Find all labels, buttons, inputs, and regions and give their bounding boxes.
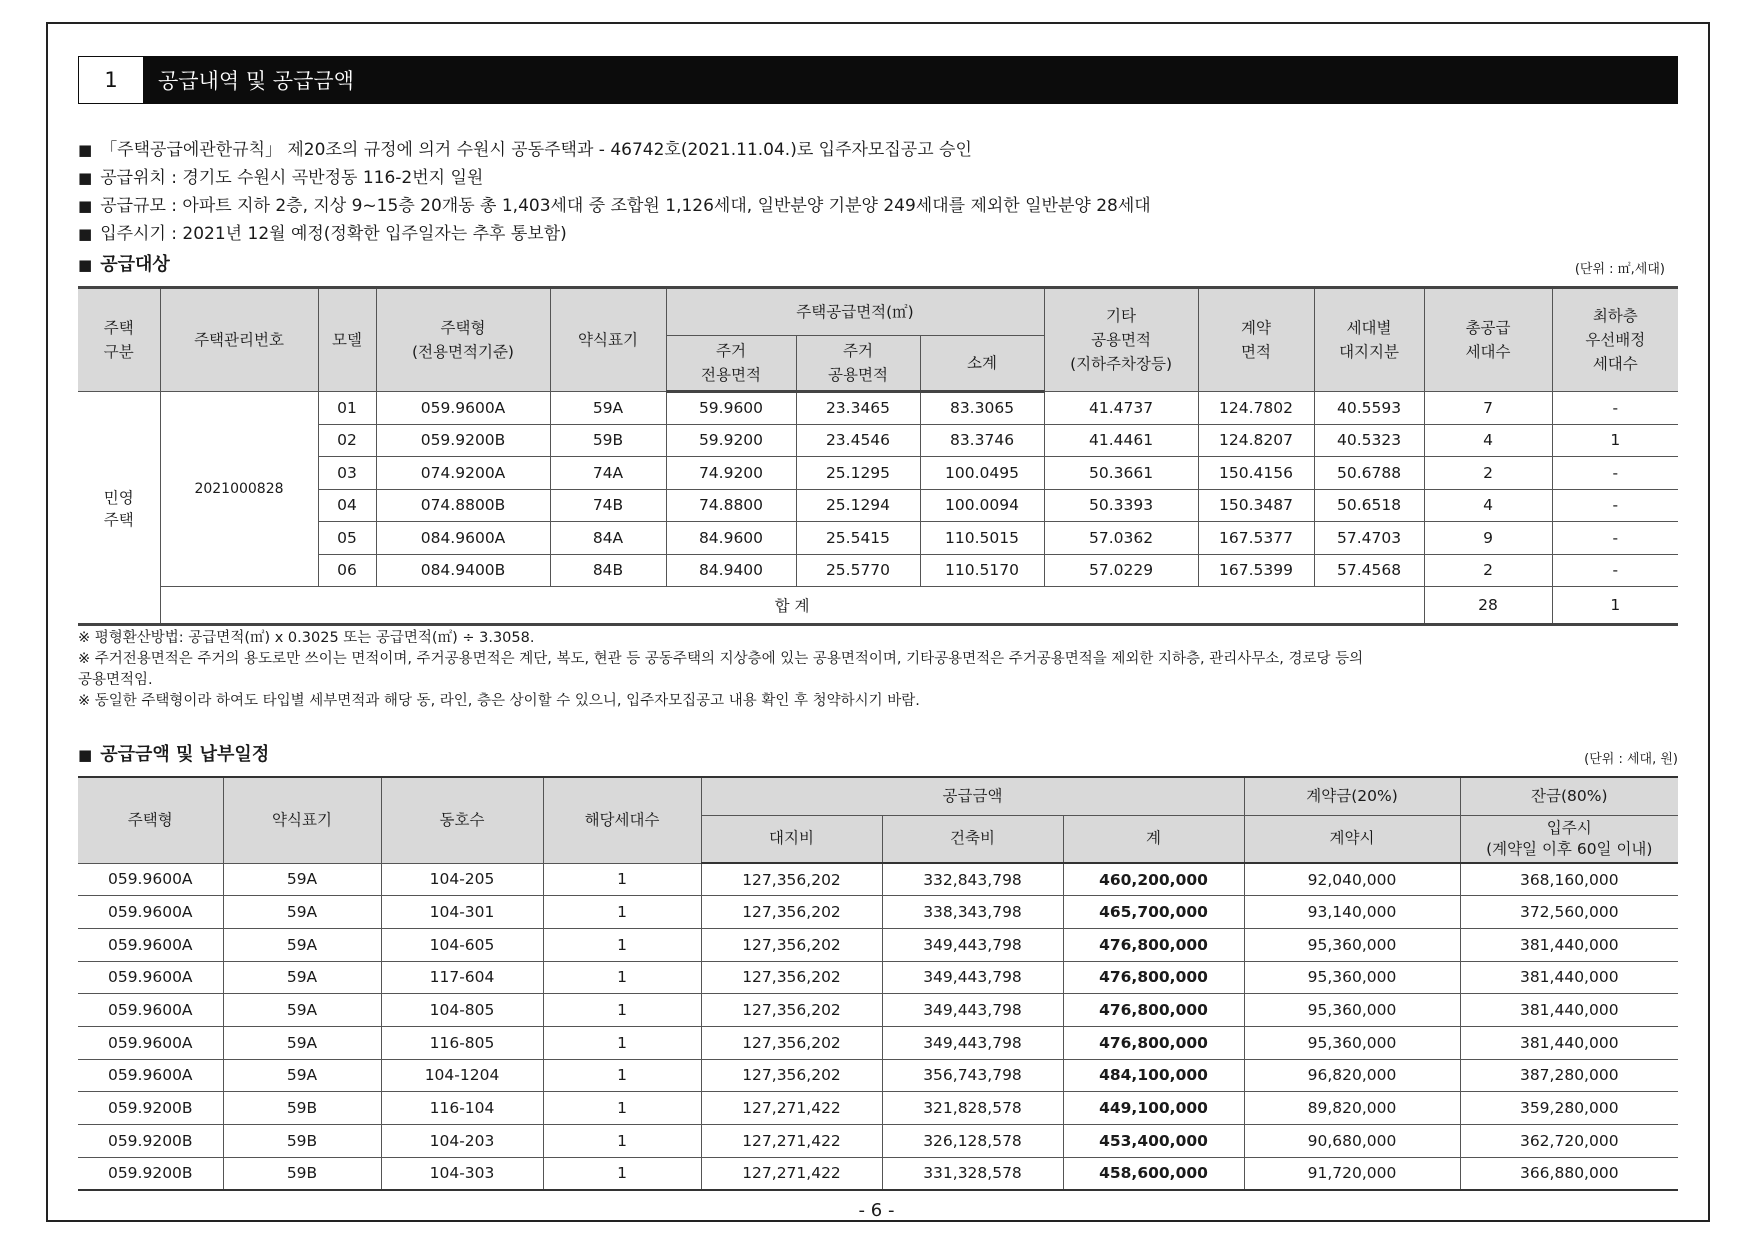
cell-exclusive-area: 74.9200: [666, 457, 796, 490]
header-sum: 계: [1063, 815, 1244, 863]
cell-exclusive-area: 84.9600: [666, 522, 796, 555]
cell-abbr: 59A: [223, 863, 381, 896]
cell-subtotal-area: 83.3065: [920, 392, 1044, 425]
cell-unit-no: 116-805: [381, 1026, 543, 1059]
cell-land-share: 57.4568: [1314, 554, 1424, 587]
header-deposit: 계약금(20%): [1244, 777, 1460, 815]
header-house-type: 주택형: [78, 777, 223, 863]
cell-common-area: 25.5415: [796, 522, 920, 555]
table-row: [78, 961, 1678, 994]
cell-total-units: 2: [1424, 554, 1552, 587]
cell-land-price: 127,271,422: [701, 1092, 882, 1125]
cell-land-price: 127,356,202: [701, 928, 882, 961]
supply-target-heading: ■ 공급대상: [78, 254, 170, 275]
cell-unit-no: 117-604: [381, 961, 543, 994]
cell-unit-no: 104-301: [381, 896, 543, 929]
header-abbr: 약식표기: [223, 777, 381, 863]
cell-deposit: 96,820,000: [1244, 1059, 1460, 1092]
bullet-location: ■ 공급위치 : 경기도 수원시 곡반정동 116-2번지 일원: [78, 168, 484, 188]
cell-total-price: 484,100,000: [1063, 1059, 1244, 1092]
cell-house-type: 084.9400B: [376, 554, 550, 587]
cell-other-common-area: 57.0362: [1044, 522, 1198, 555]
cell-subtotal-area: 110.5170: [920, 554, 1044, 587]
header-total-units: 총공급 세대수: [1424, 288, 1552, 392]
header-subtotal: 소계: [920, 336, 1044, 392]
cell-abbr: 59A: [223, 994, 381, 1027]
cell-building-price: 326,128,578: [882, 1125, 1063, 1158]
cell-unit-no: 104-203: [381, 1125, 543, 1158]
cell-lowest-floor-units: -: [1552, 457, 1678, 490]
cell-unit-count: 1: [543, 896, 701, 929]
cell-abbr: 59A: [223, 896, 381, 929]
cell-unit-no: 104-205: [381, 863, 543, 896]
cell-deposit: 95,360,000: [1244, 1026, 1460, 1059]
cell-house-type: 059.9600A: [78, 928, 223, 961]
cell-building-price: 349,443,798: [882, 1026, 1063, 1059]
header-contract-area: 계약 면적: [1198, 288, 1314, 392]
cell-unit-count: 1: [543, 1059, 701, 1092]
header-house-type: 주택형 (전용면적기준): [376, 288, 550, 392]
cell-house-type: 059.9600A: [78, 1059, 223, 1092]
table-row: [78, 424, 1678, 457]
cell-land-price: 127,271,422: [701, 1157, 882, 1190]
bullet-move-in: ■ 입주시기 : 2021년 12월 예정(정확한 입주일자는 추후 통보함): [78, 224, 567, 244]
cell-unit-count: 1: [543, 928, 701, 961]
table-row: [78, 1059, 1678, 1092]
header-balance: 잔금(80%): [1460, 777, 1678, 815]
cell-common-area: 25.1294: [796, 489, 920, 522]
header-deposit-when: 계약시: [1244, 815, 1460, 863]
cell-total-units: 9: [1424, 522, 1552, 555]
cell-model: 02: [318, 424, 376, 457]
cell-abbr: 74B: [550, 489, 666, 522]
section-title: 공급내역 및 공급금액: [158, 69, 354, 93]
cell-land-price: 127,356,202: [701, 1026, 882, 1059]
cell-subtotal-area: 100.0495: [920, 457, 1044, 490]
cell-deposit: 93,140,000: [1244, 896, 1460, 929]
cell-model: 01: [318, 392, 376, 425]
cell-total-units: 4: [1424, 424, 1552, 457]
table-row: [78, 392, 1678, 425]
note-type-difference: ※ 동일한 주택형이라 하여도 타입별 세부면적과 해당 동, 라인, 층은 상이할 수 있으니, 입주자모집공고 내용 확인 후 청약하시기 바람.: [78, 693, 920, 709]
cell-balance: 381,440,000: [1460, 994, 1678, 1027]
table-row: [78, 896, 1678, 929]
cell-common-area: 23.3465: [796, 392, 920, 425]
cell-unit-count: 1: [543, 1026, 701, 1059]
cell-balance: 372,560,000: [1460, 896, 1678, 929]
cell-land-price: 127,356,202: [701, 961, 882, 994]
header-area-group: 주택공급면적(㎡): [666, 288, 1044, 336]
total-units: 28: [1424, 587, 1552, 625]
cell-house-type: 059.9600A: [78, 994, 223, 1027]
cell-other-common-area: 50.3393: [1044, 489, 1198, 522]
cell-abbr: 59B: [223, 1125, 381, 1158]
table-row: [78, 863, 1678, 896]
cell-abbr: 59A: [223, 1059, 381, 1092]
cell-unit-count: 1: [543, 994, 701, 1027]
cell-unit-no: 104-805: [381, 994, 543, 1027]
cell-building-price: 356,743,798: [882, 1059, 1063, 1092]
page-number: - 6 -: [858, 1200, 895, 1221]
mgmt-number: 2021000828: [160, 392, 318, 587]
cell-deposit: 89,820,000: [1244, 1092, 1460, 1125]
header-land: 대지비: [701, 815, 882, 863]
cell-balance: 381,440,000: [1460, 928, 1678, 961]
cell-abbr: 59A: [223, 1026, 381, 1059]
cell-house-type: 074.8800B: [376, 489, 550, 522]
cell-unit-no: 104-605: [381, 928, 543, 961]
cell-total-price: 476,800,000: [1063, 1026, 1244, 1059]
price-schedule-heading: ■ 공급금액 및 납부일정: [78, 744, 270, 765]
cell-total-price: 476,800,000: [1063, 961, 1244, 994]
cell-deposit: 95,360,000: [1244, 994, 1460, 1027]
cell-land-price: 127,271,422: [701, 1125, 882, 1158]
cell-other-common-area: 50.3661: [1044, 457, 1198, 490]
cell-exclusive-area: 59.9200: [666, 424, 796, 457]
cell-unit-count: 1: [543, 961, 701, 994]
header-mgmt-no: 주택관리번호: [160, 288, 318, 392]
cell-house-type: 059.9200B: [376, 424, 550, 457]
cell-balance: 387,280,000: [1460, 1059, 1678, 1092]
header-unit-no: 동호수: [381, 777, 543, 863]
header-exclusive: 주거 전용면적: [666, 336, 796, 392]
cell-total-units: 2: [1424, 457, 1552, 490]
cell-balance: 359,280,000: [1460, 1092, 1678, 1125]
cell-total-units: 4: [1424, 489, 1552, 522]
cell-house-type: 059.9600A: [78, 961, 223, 994]
cell-model: 03: [318, 457, 376, 490]
cell-land-share: 50.6788: [1314, 457, 1424, 490]
cell-exclusive-area: 59.9600: [666, 392, 796, 425]
header-land-share: 세대별 대지지분: [1314, 288, 1424, 392]
cell-other-common-area: 57.0229: [1044, 554, 1198, 587]
cell-unit-count: 1: [543, 1125, 701, 1158]
total-row: [78, 587, 1678, 625]
total-label: 합 계: [160, 587, 1424, 625]
header-type: 주택 구분: [78, 288, 160, 392]
cell-deposit: 95,360,000: [1244, 961, 1460, 994]
cell-abbr: 59B: [223, 1157, 381, 1190]
cell-land-share: 40.5323: [1314, 424, 1424, 457]
cell-exclusive-area: 84.9400: [666, 554, 796, 587]
cell-land-share: 57.4703: [1314, 522, 1424, 555]
cell-house-type: 059.9600A: [78, 896, 223, 929]
table-row: [78, 928, 1678, 961]
cell-abbr: 59B: [550, 424, 666, 457]
header-count: 해당세대수: [543, 777, 701, 863]
cell-deposit: 90,680,000: [1244, 1125, 1460, 1158]
cell-other-common-area: 41.4737: [1044, 392, 1198, 425]
cell-land-share: 40.5593: [1314, 392, 1424, 425]
header-model: 모델: [318, 288, 376, 392]
supply-target-unit: (단위 : ㎡,세대): [1574, 262, 1665, 277]
table-row: [78, 994, 1678, 1027]
cell-balance: 368,160,000: [1460, 863, 1678, 896]
cell-land-price: 127,356,202: [701, 896, 882, 929]
cell-lowest-floor-units: -: [1552, 392, 1678, 425]
cell-land-share: 50.6518: [1314, 489, 1424, 522]
cell-total-price: 460,200,000: [1063, 863, 1244, 896]
cell-house-type: 074.9200A: [376, 457, 550, 490]
cell-balance: 381,440,000: [1460, 961, 1678, 994]
table-row: [78, 1157, 1678, 1190]
cell-building-price: 349,443,798: [882, 928, 1063, 961]
overview-bullets: [78, 136, 1151, 248]
cell-unit-no: 104-303: [381, 1157, 543, 1190]
section-header: [78, 56, 1678, 104]
header-abbr: 약식표기: [550, 288, 666, 392]
housing-category: 민영 주택: [78, 392, 160, 625]
cell-land-price: 127,356,202: [701, 863, 882, 896]
header-common: 주거 공용면적: [796, 336, 920, 392]
cell-total-price: 476,800,000: [1063, 994, 1244, 1027]
cell-abbr: 59A: [550, 392, 666, 425]
total-lowest-floor: 1: [1552, 587, 1678, 625]
cell-common-area: 25.1295: [796, 457, 920, 490]
cell-model: 05: [318, 522, 376, 555]
table-row: [78, 1026, 1678, 1059]
header-building: 건축비: [882, 815, 1063, 863]
bullet-scale: ■ 공급규모 : 아파트 지하 2층, 지상 9~15층 20개동 총 1,403세대 중 조합원 1,126세대, 일반분양 기분양 249세대를 제외한 일반분양 28세대: [78, 196, 1151, 216]
cell-contract-area: 124.8207: [1198, 424, 1314, 457]
cell-lowest-floor-units: -: [1552, 522, 1678, 555]
cell-building-price: 331,328,578: [882, 1157, 1063, 1190]
cell-subtotal-area: 83.3746: [920, 424, 1044, 457]
cell-house-type: 059.9200B: [78, 1125, 223, 1158]
cell-unit-count: 1: [543, 863, 701, 896]
table-row: [78, 457, 1678, 490]
cell-total-price: 476,800,000: [1063, 928, 1244, 961]
cell-unit-count: 1: [543, 1157, 701, 1190]
cell-house-type: 059.9600A: [78, 1026, 223, 1059]
cell-deposit: 92,040,000: [1244, 863, 1460, 896]
cell-house-type: 059.9600A: [78, 863, 223, 896]
cell-house-type: 059.9200B: [78, 1157, 223, 1190]
header-supply-price: 공급금액: [701, 777, 1244, 815]
cell-lowest-floor-units: 1: [1552, 424, 1678, 457]
cell-subtotal-area: 100.0094: [920, 489, 1044, 522]
cell-exclusive-area: 74.8800: [666, 489, 796, 522]
cell-abbr: 59A: [223, 961, 381, 994]
cell-balance: 381,440,000: [1460, 1026, 1678, 1059]
table-row: [78, 1125, 1678, 1158]
bullet-approval: ■ 「주택공급에관한규칙」 제20조의 규정에 의거 수원시 공동주택과 - 46742호(2021.11.04.)로 입주자모집공고 승인: [78, 140, 972, 160]
cell-building-price: 332,843,798: [882, 863, 1063, 896]
cell-model: 06: [318, 554, 376, 587]
section-number: 1: [78, 56, 144, 104]
cell-abbr: 84A: [550, 522, 666, 555]
cell-contract-area: 150.3487: [1198, 489, 1314, 522]
cell-total-price: 453,400,000: [1063, 1125, 1244, 1158]
cell-balance: 362,720,000: [1460, 1125, 1678, 1158]
note-conversion: ※ 평형환산방법: 공급면적(㎡) x 0.3025 또는 공급면적(㎡) ÷ 3.3058.: [78, 630, 535, 646]
header-balance-when: 입주시 (계약일 이후 60일 이내): [1460, 815, 1678, 863]
cell-building-price: 349,443,798: [882, 994, 1063, 1027]
cell-contract-area: 150.4156: [1198, 457, 1314, 490]
note-area-definition: ※ 주거전용면적은 주거의 용도로만 쓰이는 면적이며, 주거공용면적은 계단, 복도, 현관 등 공동주택의 지상층에 있는 공용면적이며, 기타공용면적은 주거공용면적을 제외한 지하층, 관리사무소, 경로당 등의: [78, 651, 1364, 667]
table-row: [78, 489, 1678, 522]
cell-unit-no: 104-1204: [381, 1059, 543, 1092]
cell-building-price: 349,443,798: [882, 961, 1063, 994]
price-schedule-unit: (단위 : 세대, 원): [1584, 752, 1678, 767]
cell-land-price: 127,356,202: [701, 994, 882, 1027]
cell-unit-no: 116-104: [381, 1092, 543, 1125]
cell-model: 04: [318, 489, 376, 522]
cell-building-price: 338,343,798: [882, 896, 1063, 929]
cell-unit-count: 1: [543, 1092, 701, 1125]
cell-balance: 366,880,000: [1460, 1157, 1678, 1190]
cell-total-price: 465,700,000: [1063, 896, 1244, 929]
cell-common-area: 25.5770: [796, 554, 920, 587]
note-area-definition-cont: 공용면적임.: [78, 672, 153, 688]
table-row: [78, 522, 1678, 555]
cell-deposit: 95,360,000: [1244, 928, 1460, 961]
cell-contract-area: 124.7802: [1198, 392, 1314, 425]
cell-abbr: 59B: [223, 1092, 381, 1125]
cell-total-price: 458,600,000: [1063, 1157, 1244, 1190]
cell-total-units: 7: [1424, 392, 1552, 425]
cell-lowest-floor-units: -: [1552, 554, 1678, 587]
cell-common-area: 23.4546: [796, 424, 920, 457]
cell-contract-area: 167.5399: [1198, 554, 1314, 587]
cell-house-type: 059.9200B: [78, 1092, 223, 1125]
cell-house-type: 059.9600A: [376, 392, 550, 425]
cell-building-price: 321,828,578: [882, 1092, 1063, 1125]
cell-other-common-area: 41.4461: [1044, 424, 1198, 457]
price-schedule-table: [78, 776, 1678, 1191]
cell-subtotal-area: 110.5015: [920, 522, 1044, 555]
header-other-common: 기타 공용면적 (지하주차장등): [1044, 288, 1198, 392]
table-row: [78, 554, 1678, 587]
cell-abbr: 59A: [223, 928, 381, 961]
cell-abbr: 74A: [550, 457, 666, 490]
cell-deposit: 91,720,000: [1244, 1157, 1460, 1190]
supply-target-table: [78, 286, 1678, 626]
cell-lowest-floor-units: -: [1552, 489, 1678, 522]
cell-total-price: 449,100,000: [1063, 1092, 1244, 1125]
header-lowest-floor: 최하층 우선배정 세대수: [1552, 288, 1678, 392]
table-row: [78, 1092, 1678, 1125]
cell-land-price: 127,356,202: [701, 1059, 882, 1092]
cell-house-type: 084.9600A: [376, 522, 550, 555]
cell-abbr: 84B: [550, 554, 666, 587]
area-notes: [78, 628, 1678, 712]
cell-contract-area: 167.5377: [1198, 522, 1314, 555]
